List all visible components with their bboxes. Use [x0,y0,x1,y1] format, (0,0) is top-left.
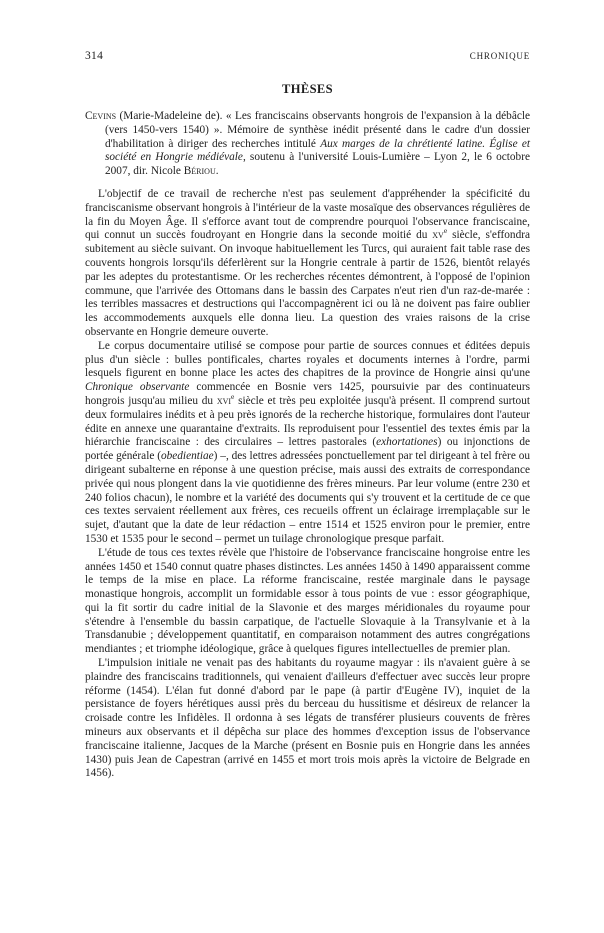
page-header [85,50,530,62]
body-paragraph-4 [85,657,530,781]
text-segment: exhortationes [376,436,438,449]
text-segment: Chronique observante [85,381,190,394]
page-number: 314 [85,50,104,62]
body-paragraph-3 [85,547,530,657]
text-segment: Bériou [183,165,216,178]
text-segment: L'étude de tous ces textes révèle que l'histoire de l'observance franciscaine hongroise entre les années 1450 et 1540 connut quatre phases distinctes. Les années 1450 à 1490 apparaissent comme le temps de la mise en place. La réforme franciscaine, restée marginale dans le paysage monastique hongrois, accomplit un formidable essor à tous points de vue : essor géographique, qui la fit sortir du cadre initial de la Slavonie et des marges méridionales du royaume pour s'étendre à l'ensemble du bassin carpatique, de l'actuelle Slovaquie à la Transylvanie et à la Transdanubie ; développement quantitatif, en comparaison notamment des autres congrégations mendiantes ; et triomphe idéologique, grâce à quelques figures intellectuelles de premier plan. [85,546,530,656]
running-title: CHRONIQUE [469,51,530,61]
text-segment: obedientiae [160,450,214,463]
text-segment: e [443,226,448,236]
text-segment: commencée en Bosnie vers 1425, poursuivie par des continuateurs hongrois jusqu'au milieu du [85,381,530,407]
text-segment: xvi [216,394,232,407]
text-segment: Cevins [85,110,117,122]
text-segment: siècle, s'effondra subitement au siècle suivant. On invoque habituellement les Turcs, qui auraient fait table rase des couvents hongrois lorsqu'ils déferlèrent sur la Hongrie centrale à partir de 1526, bientôt relayés par les adeptes du protestantisme. Or les recherches récentes démontrent, à l'opposé de l'opinion commune, que l'arrivée des Ottomans dans le bassin des Carpates n'eut rien d'un raz-de-marée : les terribles massacres et destructions qui l'accompagnèrent ici ou là ne doivent pas faire oublier les accommodements auxquels elle donna lieu. La question des vraies raisons de la crise observante en Hongrie demeure ouverte. [85,229,530,338]
text-segment: xv [432,229,444,242]
text-segment: Aux marges de la chrétienté latine. Église et société en Hongrie médiévale [105,137,531,164]
bibliographic-entry [85,110,530,179]
text-segment: e [231,392,235,402]
text-segment: siècle et très peu exploitée jusqu'à présent. Il comprend surtout deux formulaires inédits et à peu près ignorés de la recherche historique, formulaires dont l'auteur édite en annexe une quarantaine d'extraits. Ils reproduisent pour l'essentiel des textes émis par la hiérarchie franciscaine : des circulaires – lettres pastorales ( [85,394,530,449]
text-segment: L'objectif de ce travail de recherche n'est pas seulement d'appréhender la spécificité du franciscanisme observant hongrois à l'intérieur de la vaste mosaïque des observances régulières de la fin du Moyen Âge. Il s'efforce avant tout de comprendre pourquoi l'observance franciscaine, qui connut un succès foudroyant en Hongrie dans la seconde moitié du [85,187,530,242]
body-paragraph-2 [85,340,530,547]
text-segment: , soutenu à l'université Louis-Lumière – Lyon 2, le 6 octobre 2007, dir. Nicole [105,151,530,178]
text-segment: . [215,165,219,178]
body-paragraph-1 [85,188,530,340]
text-segment: L'impulsion initiale ne venait pas des habitants du royaume magyar : ils n'avaient guère à se plaindre des franciscains traditionnels, qui venaient d'ailleurs d'effectuer avec succès leur propre réforme (1454). L'élan fut donné d'abord par le pape (à partir d'Eugène IV), inquiet de la persistance de foyers hérétiques aussi près du berceau du hussitisme et désireux de relancer la croisade contre les Infidèles. Il ordonna à ses légats de transférer plusieurs couvents de frères mineurs aux observants et il dépêcha sur place des hommes d'exception issus de l'observance franciscaine italienne, Jacques de la Marche (présent en Bosnie puis en Hongrie dans les années 1430) puis Jean de Capestran (arrivé en 1455 et mort trois mois après la victoire de Belgrade en 1456). [85,657,530,780]
section-title: THÈSES [281,82,334,96]
text-segment: Le corpus documentaire utilisé se compose pour partie de sources connues et éditées depuis plus d'un siècle : bulles pontificales, chartes royales et documents internes à l'ordre, parmi lesquels figurent en bonne place les actes des chapitres de la province de Hongrie ainsi qu'une [85,339,530,380]
text-segment: ) ou injonctions de portée générale ( [85,436,530,463]
text-segment: ) –, des lettres adressées ponctuellement par tel dirigeant à tel frère ou dirigeant subalterne en réponse à une question précise, mais aussi des extraits de correspondance privée qui nous plongent dans la vie quotidienne des frères mineurs. Par leur volume (entre 230 et 240 folios chacun), le nombre et la variété des documents qui s'y trouvent et la certitude de ce que ces textes servaient réellement aux frères, ces recueils offrent un éclairage irremplaçable sur le sujet, d'autant que la date de leur rédaction – entre 1514 et 1525 environ pour le premier, entre 1530 et 1535 pour le second – permet un tuilage chronologique presque parfait. [85,450,530,545]
text-segment: (Marie-Madeleine de). « Les franciscains observants hongrois de l'expansion à la débâcle (vers 1450-vers 1540) ». Mémoire de synthèse inédit présenté dans le cadre d'un dossier d'habilitation à diriger des recherches intitulé [105,110,530,150]
